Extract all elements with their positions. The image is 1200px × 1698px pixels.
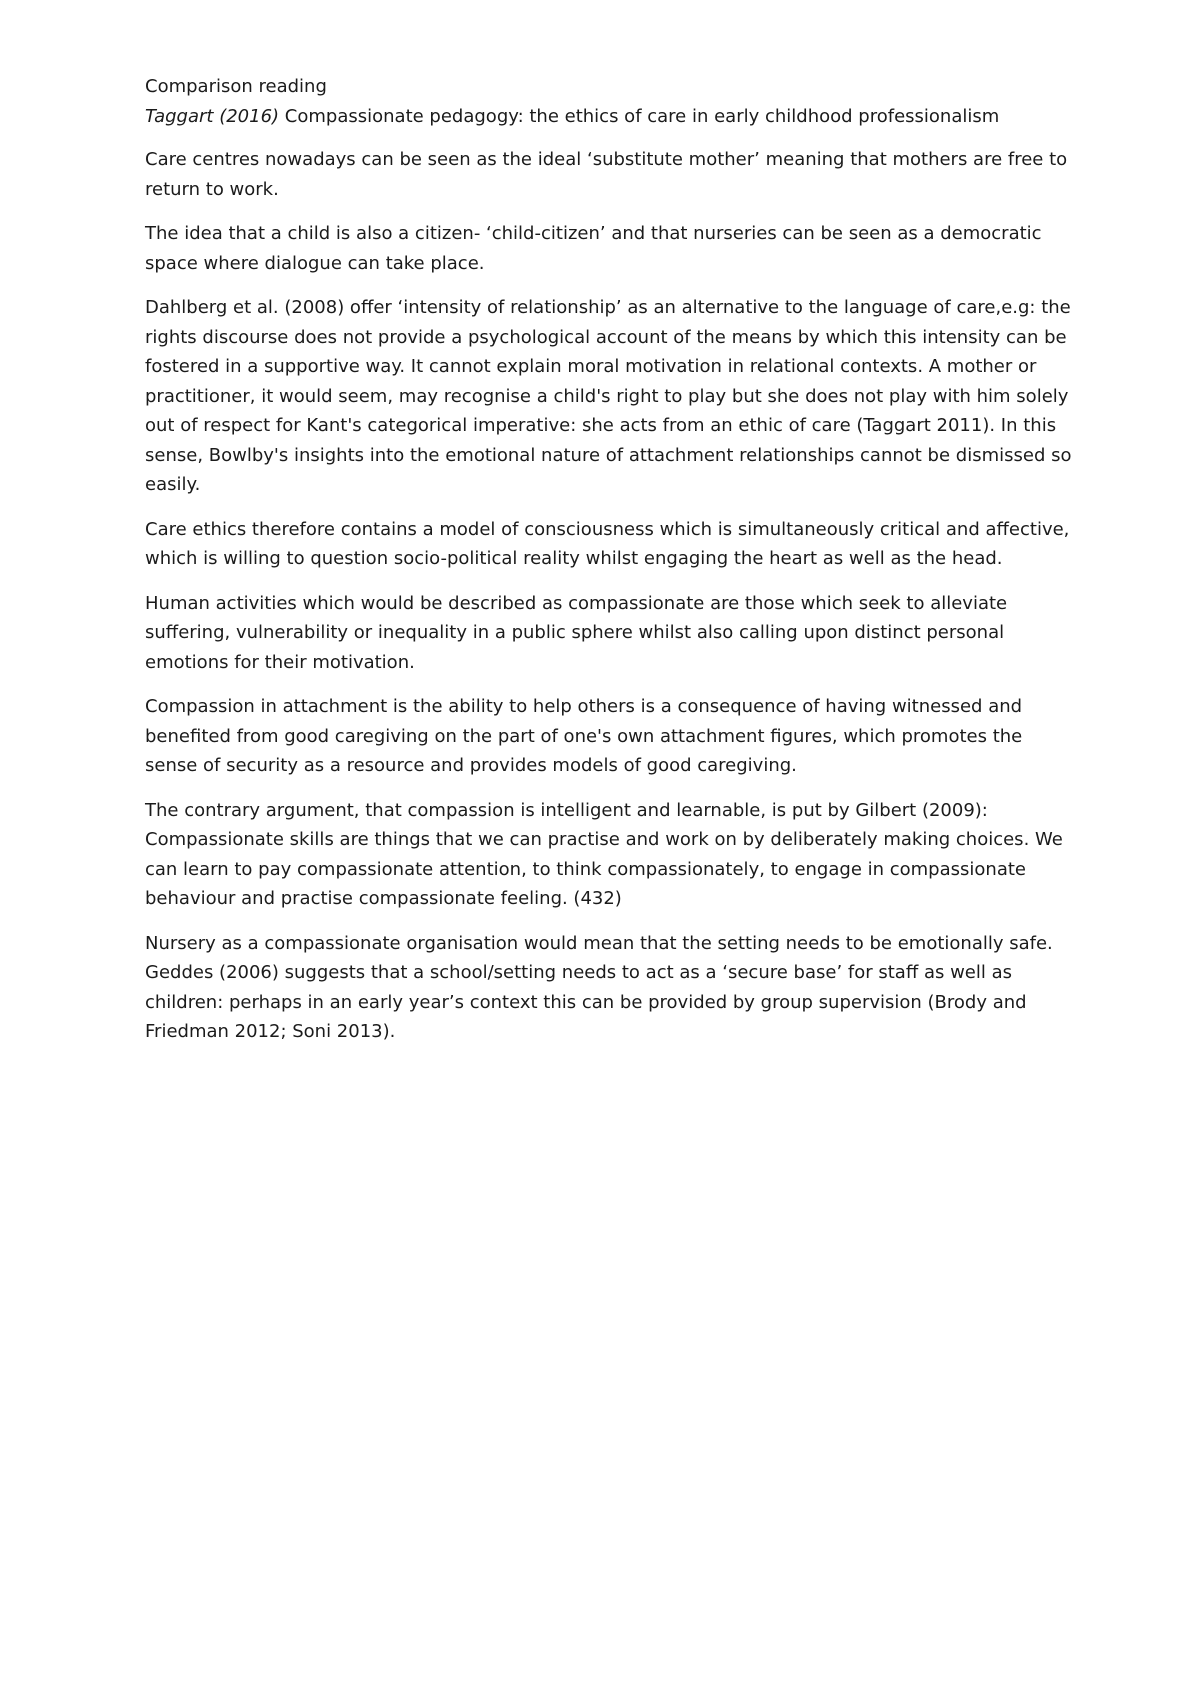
paragraph-compassionate-organisation: Nursery as a compassionate organisation would mean that the setting needs to be emotionally safe. Geddes (2006) suggests that a school/setting needs to act as a ‘secure base’ for staff as well as children: perhaps in an early year’s context this can be provided by group supervision (Brody and Friedman 2012; Soni 2013). <box>145 932 1053 1042</box>
paragraph-compassionate-activities: Human activities which would be described as compassionate are those which seek to alleviate suffering, vulnerability or inequality in a public sphere whilst also calling upon distinct personal emotions for their motivation. <box>145 592 1008 673</box>
paragraph-compassion-in-attachment: Compassion in attachment is the ability to help others is a consequence of having witnessed and benefited from good caregiving on the part of one's own attachment figures, which promotes the sense of security as a resource and provides models of good caregiving. <box>145 696 1023 776</box>
document-heading: Comparison reading <box>145 76 327 97</box>
document-body <box>145 72 1075 1062</box>
source-citation: Taggart (2016) <box>145 105 280 127</box>
paragraph-child-citizen: The idea that a child is also a citizen- ‘child-citizen’ and that nurseries can be seen as a democratic space where dialogue can take place. <box>145 223 1042 274</box>
paragraph-care-ethics: Care ethics therefore contains a model of consciousness which is simultaneously critical and affective, which is willing to question socio-political reality whilst engaging the heart as well as the head. <box>145 518 1070 569</box>
paragraph-contrary-argument: The contrary argument, that compassion is intelligent and learnable, is put by Gilbert (2009): Compassionate skills are things that we can practise and work on by deliberately making choices. We can learn to pay compassionate attention, to think compassionately, to engage in compassionate behaviour and practise compassionate feeling. (432) <box>145 799 1063 909</box>
source-reference <box>145 102 1075 132</box>
heading-block <box>145 72 1075 131</box>
paragraph-care-centres: Care centres nowadays can be seen as the ideal ‘substitute mother’ meaning that mothers are free to return to work. <box>145 149 1068 200</box>
source-title: Compassionate pedagogy: the ethics of care in early childhood professionalism <box>284 105 1000 127</box>
paragraph-intensity-of-relationship: Dahlberg et al. (2008) offer ‘intensity of relationship’ as an alternative to the language of care,e.g: the rights discourse does not provide a psychological account of the means by which this intensity can be fostered in a supportive way. It cannot explain moral motivation in relational contexts. A mother or practitioner, it would seem, may recognise a child's right to play but she does not play with him solely out of respect for Kant's categorical imperative: she acts from an ethic of care (Taggart 2011). In this sense, Bowlby's insights into the emotional nature of attachment relationships cannot be dismissed so easily. <box>145 297 1072 495</box>
